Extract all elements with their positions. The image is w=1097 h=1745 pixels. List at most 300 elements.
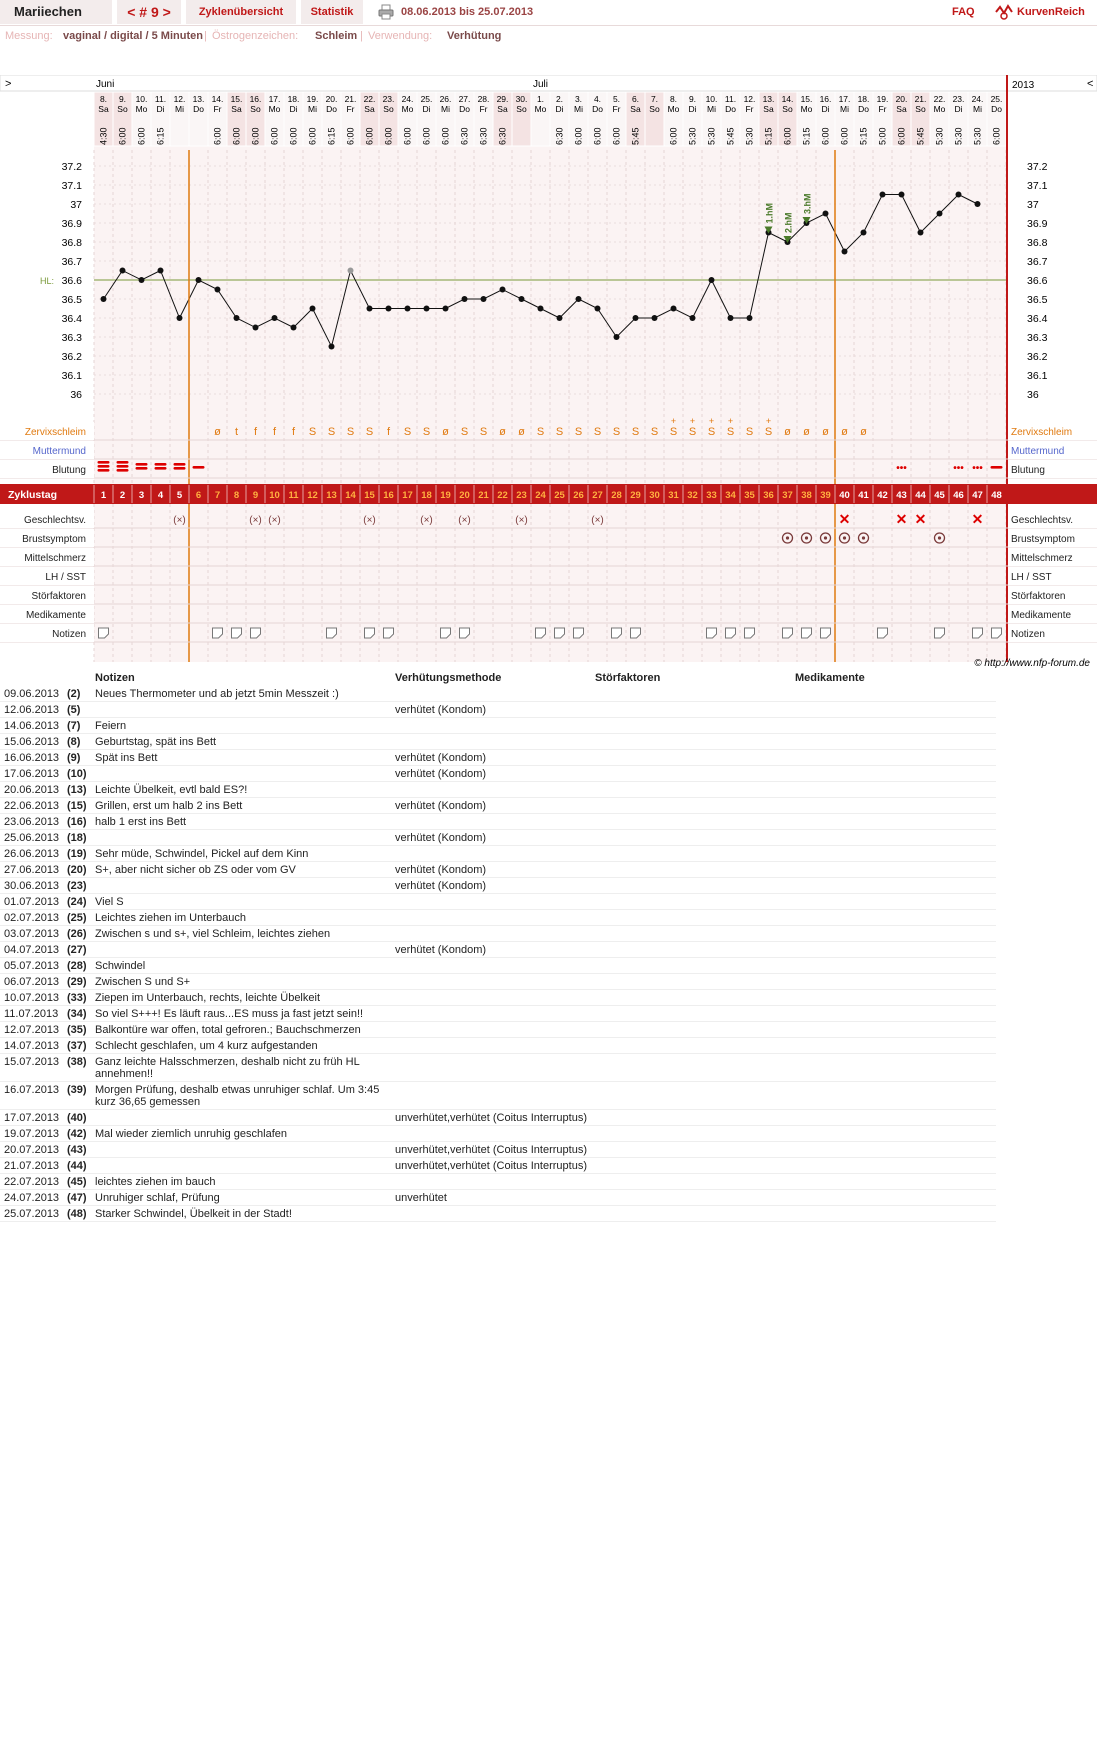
temperature-point bbox=[576, 296, 582, 302]
temperature-point bbox=[690, 315, 696, 321]
measure-time: 5:45 bbox=[915, 127, 926, 145]
table-row bbox=[0, 782, 996, 798]
temperature-point bbox=[671, 306, 677, 312]
row-disturbance bbox=[595, 1054, 795, 1082]
day-date: 3. bbox=[574, 94, 583, 104]
day-date: 12. bbox=[743, 94, 756, 104]
row-medication bbox=[795, 1054, 996, 1082]
temperature-point bbox=[234, 315, 240, 321]
row-date: 02.07.2013 bbox=[0, 910, 62, 926]
row-disturbance bbox=[595, 878, 795, 894]
row-label: Zyklustag bbox=[8, 489, 58, 501]
day-date: 22. bbox=[933, 94, 946, 104]
row-label-right: Medikamente bbox=[1011, 610, 1072, 621]
row-date: 16.06.2013 bbox=[0, 750, 62, 766]
day-weekday: Do bbox=[725, 104, 736, 114]
table-row bbox=[0, 830, 996, 846]
measure-time: 4:30 bbox=[98, 127, 109, 145]
measure-time: 6:00 bbox=[231, 127, 242, 145]
row-date: 12.06.2013 bbox=[0, 702, 62, 718]
y-tick-right: 36.4 bbox=[1027, 313, 1048, 325]
measure-time: 6:30 bbox=[554, 127, 565, 145]
row-medication bbox=[795, 702, 996, 718]
cycle-day: 11 bbox=[288, 490, 299, 501]
bleeding-light bbox=[193, 466, 205, 469]
table-row bbox=[0, 750, 996, 766]
table-row bbox=[0, 958, 996, 974]
row-date: 15.07.2013 bbox=[0, 1054, 62, 1082]
row-label: Brustsymptom bbox=[22, 534, 86, 545]
day-date: 10. bbox=[705, 94, 718, 104]
measure-time: 6:00 bbox=[782, 127, 793, 145]
measure-time: 5:15 bbox=[763, 127, 774, 145]
temperature-point bbox=[918, 230, 924, 236]
cycle-day: 13 bbox=[326, 490, 337, 501]
temperature-point bbox=[899, 192, 905, 198]
row-medication bbox=[795, 830, 996, 846]
row-note: Schlecht geschlafen, um 4 kurz aufgestanden bbox=[95, 1038, 395, 1054]
row-method: verhütet (Kondom) bbox=[395, 766, 595, 782]
row-method bbox=[395, 910, 595, 926]
row-method: verhütet (Kondom) bbox=[395, 830, 595, 846]
cycle-day: 9 bbox=[252, 490, 259, 501]
row-note: Geburtstag, spät ins Bett bbox=[95, 734, 395, 750]
header-medication: Medikamente bbox=[795, 672, 865, 684]
row-method: verhütet (Kondom) bbox=[395, 702, 595, 718]
measurement-label: Messung: bbox=[5, 30, 53, 42]
cycle-day: 37 bbox=[782, 490, 793, 501]
row-date: 22.07.2013 bbox=[0, 1174, 62, 1190]
y-tick-left: 36.1 bbox=[61, 370, 82, 382]
row-method bbox=[395, 1126, 595, 1142]
bleeding-spotting: ••• bbox=[896, 463, 907, 474]
row-disturbance bbox=[595, 846, 795, 862]
row-label: Medikamente bbox=[25, 610, 86, 621]
day-weekday: So bbox=[915, 104, 926, 114]
temperature-point bbox=[937, 211, 943, 217]
settings-bar bbox=[0, 28, 1097, 44]
cycle-day: 45 bbox=[934, 490, 945, 501]
row-note: Mal wieder ziemlich unruhig geschlafen bbox=[95, 1126, 395, 1142]
row-date: 30.06.2013 bbox=[0, 878, 62, 894]
row-note bbox=[95, 878, 395, 894]
row-cycle-day: (42) bbox=[62, 1126, 95, 1142]
year-label: 2013 bbox=[1012, 80, 1035, 91]
measure-time: 6:00 bbox=[383, 127, 394, 145]
bleeding-heavy bbox=[174, 463, 186, 466]
row-disturbance bbox=[595, 1174, 795, 1190]
row-medication bbox=[795, 1110, 996, 1126]
row-method bbox=[395, 1054, 595, 1082]
day-weekday: Fr bbox=[479, 104, 488, 114]
row-note: Morgen Prüfung, deshalb etwas unruhiger schlaf. Um 3:45 kurz 36,65 gemessen bbox=[95, 1082, 395, 1110]
day-date: 9. bbox=[118, 94, 127, 104]
y-tick-right: 36.9 bbox=[1027, 218, 1048, 230]
measure-time: 6:30 bbox=[459, 127, 470, 145]
day-date: 25. bbox=[990, 94, 1003, 104]
mucus-mark: ø bbox=[442, 426, 449, 438]
mucus-mark: S bbox=[555, 426, 564, 438]
printer-icon[interactable] bbox=[378, 4, 394, 20]
temperature-point bbox=[443, 306, 449, 312]
measure-time: 6:30 bbox=[497, 127, 508, 145]
cycle-day: 43 bbox=[896, 490, 907, 501]
row-date: 06.07.2013 bbox=[0, 974, 62, 990]
day-date: 22. bbox=[363, 94, 376, 104]
row-disturbance bbox=[595, 1110, 795, 1126]
cycle-day: 1 bbox=[100, 490, 107, 501]
cycle-day: 18 bbox=[421, 490, 432, 501]
day-date: 20. bbox=[895, 94, 908, 104]
measure-time: 6:00 bbox=[250, 127, 261, 145]
y-tick-left: 37 bbox=[70, 199, 82, 211]
mucus-mark: S bbox=[403, 426, 412, 438]
row-label: Mittelschmerz bbox=[24, 553, 86, 564]
row-note bbox=[95, 702, 395, 718]
row-date: 20.07.2013 bbox=[0, 1142, 62, 1158]
table-row bbox=[0, 1206, 996, 1222]
cycle-day: 32 bbox=[687, 490, 698, 501]
intercourse-unprotected: ✕ bbox=[895, 511, 908, 527]
intercourse-protected: (×) bbox=[591, 515, 604, 526]
mucus-mark: S bbox=[536, 426, 545, 438]
day-weekday: Mi bbox=[308, 104, 317, 114]
cycle-day: 40 bbox=[839, 490, 850, 501]
cycle-day: 20 bbox=[459, 490, 470, 501]
y-tick-right: 37.2 bbox=[1027, 161, 1048, 173]
row-method bbox=[395, 782, 595, 798]
row-note: Zwischen S und S+ bbox=[95, 974, 395, 990]
row-medication bbox=[795, 1022, 996, 1038]
row-cycle-day: (44) bbox=[62, 1158, 95, 1174]
row-cycle-day: (19) bbox=[62, 846, 95, 862]
row-method: unverhütet bbox=[395, 1190, 595, 1206]
temperature-point bbox=[348, 268, 354, 274]
temperature-point bbox=[424, 306, 430, 312]
y-tick-right: 36.7 bbox=[1027, 256, 1048, 268]
cycle-day: 29 bbox=[630, 490, 641, 501]
tab-statistics[interactable]: Statistik bbox=[301, 0, 363, 24]
row-method bbox=[395, 974, 595, 990]
estrogen-value: Schleim bbox=[315, 30, 358, 42]
y-tick-left: 36.9 bbox=[61, 218, 82, 230]
cycle-day: 44 bbox=[915, 490, 926, 501]
day-weekday: Mo bbox=[135, 104, 148, 114]
day-date: 11. bbox=[154, 94, 167, 104]
y-tick-left: 37.2 bbox=[61, 161, 82, 173]
measure-time: 6:15 bbox=[155, 127, 166, 145]
row-cycle-day: (29) bbox=[62, 974, 95, 990]
y-tick-right: 36.1 bbox=[1027, 370, 1048, 382]
table-row bbox=[0, 910, 996, 926]
table-row bbox=[0, 990, 996, 1006]
measure-time: 6:00 bbox=[136, 127, 147, 145]
bleeding-heavy bbox=[117, 469, 129, 472]
row-method bbox=[395, 814, 595, 830]
row-method bbox=[395, 1038, 595, 1054]
day-weekday: Fr bbox=[213, 104, 222, 114]
row-medication bbox=[795, 766, 996, 782]
temperature-point bbox=[652, 315, 658, 321]
day-date: 10. bbox=[135, 94, 148, 104]
measure-time: 5:15 bbox=[858, 127, 869, 145]
month-july: Juli bbox=[533, 79, 549, 90]
row-disturbance bbox=[595, 734, 795, 750]
mucus-mark: S bbox=[669, 426, 678, 438]
measure-time: 6:00 bbox=[820, 127, 831, 145]
row-medication bbox=[795, 894, 996, 910]
table-row bbox=[0, 1110, 996, 1126]
day-weekday: Di bbox=[821, 104, 830, 114]
cycle-day: 19 bbox=[440, 490, 451, 501]
intercourse-protected: (×) bbox=[249, 515, 262, 526]
row-note: Grillen, erst um halb 2 ins Bett bbox=[95, 798, 395, 814]
temperature-point bbox=[519, 296, 525, 302]
day-weekday: So bbox=[516, 104, 527, 114]
row-date: 10.07.2013 bbox=[0, 990, 62, 1006]
cycle-day: 21 bbox=[478, 490, 489, 501]
row-medication bbox=[795, 798, 996, 814]
row-note: Leichtes ziehen im Unterbauch bbox=[95, 910, 395, 926]
table-row bbox=[0, 1082, 996, 1110]
mucus-mark: ø bbox=[803, 426, 810, 438]
tab-cycle-overview[interactable]: Zyklenübersicht bbox=[186, 0, 296, 24]
breast-symptom-dot bbox=[805, 536, 808, 539]
row-disturbance bbox=[595, 926, 795, 942]
row-date: 27.06.2013 bbox=[0, 862, 62, 878]
mucus-mark: S bbox=[327, 426, 336, 438]
user-name[interactable]: Mariiechen bbox=[0, 0, 112, 24]
row-date: 26.06.2013 bbox=[0, 846, 62, 862]
measure-time: 6:00 bbox=[991, 127, 1002, 145]
row-method: unverhütet,verhütet (Coitus Interruptus) bbox=[395, 1110, 595, 1126]
row-cycle-day: (25) bbox=[62, 910, 95, 926]
row-date: 23.06.2013 bbox=[0, 814, 62, 830]
cycle-day: 4 bbox=[157, 490, 164, 501]
day-weekday: Di bbox=[422, 104, 431, 114]
logo[interactable] bbox=[995, 1, 1085, 23]
row-date: 20.06.2013 bbox=[0, 782, 62, 798]
mucus-mark: f bbox=[291, 426, 296, 438]
measure-time: 5:30 bbox=[706, 127, 717, 145]
row-method bbox=[395, 1174, 595, 1190]
table-row bbox=[0, 814, 996, 830]
day-weekday: Fr bbox=[745, 104, 754, 114]
row-cycle-day: (37) bbox=[62, 1038, 95, 1054]
row-label: Störfaktoren bbox=[31, 591, 86, 602]
row-cycle-day: (13) bbox=[62, 782, 95, 798]
cycle-day: 3 bbox=[138, 490, 145, 501]
mucus-mark: S bbox=[479, 426, 488, 438]
row-medication bbox=[795, 686, 996, 702]
day-date: 14. bbox=[781, 94, 794, 104]
row-note: Zwischen s und s+, viel Schleim, leichtes ziehen bbox=[95, 926, 395, 942]
day-date: 18. bbox=[857, 94, 870, 104]
row-medication bbox=[795, 990, 996, 1006]
day-weekday: So bbox=[782, 104, 793, 114]
day-date: 17. bbox=[268, 94, 281, 104]
bleeding-light bbox=[991, 466, 1003, 469]
row-method bbox=[395, 718, 595, 734]
row-medication bbox=[795, 1006, 996, 1022]
temperature-point bbox=[861, 230, 867, 236]
day-weekday: So bbox=[649, 104, 660, 114]
measure-time: 5:45 bbox=[630, 127, 641, 145]
table-row bbox=[0, 1142, 996, 1158]
y-tick-left: 36.8 bbox=[61, 237, 82, 249]
row-cycle-day: (48) bbox=[62, 1206, 95, 1222]
day-date: 2. bbox=[555, 94, 564, 104]
temperature-point bbox=[538, 306, 544, 312]
row-method bbox=[395, 1206, 595, 1222]
day-weekday: Mo bbox=[268, 104, 281, 114]
mucus-mark: S bbox=[346, 426, 355, 438]
temperature-point bbox=[386, 306, 392, 312]
day-weekday: Do bbox=[326, 104, 337, 114]
cycle-day: 7 bbox=[214, 490, 221, 501]
cycle-day: 41 bbox=[858, 490, 869, 501]
row-note: Ziepen im Unterbauch, rechts, leichte Übelkeit bbox=[95, 990, 395, 1006]
day-weekday: Sa bbox=[630, 104, 641, 114]
row-method: verhütet (Kondom) bbox=[395, 942, 595, 958]
day-weekday: Do bbox=[592, 104, 603, 114]
header-method: Verhütungsmethode bbox=[395, 672, 502, 684]
cycle-day: 15 bbox=[364, 490, 375, 501]
cycle-day: 30 bbox=[649, 490, 660, 501]
intercourse-protected: (×) bbox=[173, 515, 186, 526]
cycle-day: 2 bbox=[119, 490, 126, 501]
temperature-point bbox=[291, 325, 297, 331]
row-medication bbox=[795, 1206, 996, 1222]
measure-time: 6:00 bbox=[364, 127, 375, 145]
row-note: S+, aber nicht sicher ob ZS oder vom GV bbox=[95, 862, 395, 878]
row-note: So viel S+++! Es läuft raus...ES muss ja fast jetzt sein!! bbox=[95, 1006, 395, 1022]
row-label-right: Blutung bbox=[1011, 465, 1045, 476]
row-label: Zervixschleim bbox=[24, 427, 86, 438]
row-cycle-day: (18) bbox=[62, 830, 95, 846]
day-weekday: Mo bbox=[401, 104, 414, 114]
temperature-point bbox=[329, 344, 335, 350]
temperature-point bbox=[633, 315, 639, 321]
bleeding-heavy bbox=[155, 463, 167, 466]
bleeding-heavy bbox=[98, 461, 110, 464]
row-cycle-day: (16) bbox=[62, 814, 95, 830]
temperature-point bbox=[975, 201, 981, 207]
measure-time: 6:00 bbox=[212, 127, 223, 145]
day-weekday: Mi bbox=[441, 104, 450, 114]
row-method bbox=[395, 894, 595, 910]
mucus-mark: S bbox=[593, 426, 602, 438]
temperature-chart bbox=[0, 75, 1097, 668]
measure-time: 5:30 bbox=[972, 127, 983, 145]
cycle-switcher[interactable]: < # 9 > bbox=[117, 0, 181, 24]
row-date: 04.07.2013 bbox=[0, 942, 62, 958]
row-label: Notizen bbox=[52, 629, 86, 640]
day-weekday: Mo bbox=[534, 104, 547, 114]
row-disturbance bbox=[595, 798, 795, 814]
cycle-day: 31 bbox=[668, 490, 679, 501]
day-date: 26. bbox=[439, 94, 452, 104]
row-method bbox=[395, 990, 595, 1006]
intercourse-unprotected: ✕ bbox=[838, 511, 851, 527]
row-method: verhütet (Kondom) bbox=[395, 798, 595, 814]
row-disturbance bbox=[595, 1190, 795, 1206]
table-row bbox=[0, 942, 996, 958]
row-disturbance bbox=[595, 702, 795, 718]
row-disturbance bbox=[595, 894, 795, 910]
row-disturbance bbox=[595, 1206, 795, 1222]
mucus-mark: S bbox=[688, 426, 697, 438]
logo-icon bbox=[995, 4, 1013, 20]
row-label-right: Geschlechtsv. bbox=[1011, 515, 1074, 526]
bleeding-heavy bbox=[155, 467, 167, 470]
mucus-mark: S bbox=[650, 426, 659, 438]
row-medication bbox=[795, 958, 996, 974]
measure-time: 6:30 bbox=[478, 127, 489, 145]
cycle-day: 26 bbox=[573, 490, 584, 501]
row-cycle-day: (10) bbox=[62, 766, 95, 782]
row-method: verhütet (Kondom) bbox=[395, 862, 595, 878]
temperature-point bbox=[709, 277, 715, 283]
row-note: Neues Thermometer und ab jetzt 5min Messzeit :) bbox=[95, 686, 395, 702]
row-label-right: Brustsymptom bbox=[1011, 534, 1075, 545]
day-weekday: Sa bbox=[763, 104, 774, 114]
row-note: Ganz leichte Halsschmerzen, deshalb nicht zu früh HL annehmen!! bbox=[95, 1054, 395, 1082]
cycle-day: 5 bbox=[176, 490, 183, 501]
row-date: 01.07.2013 bbox=[0, 894, 62, 910]
row-method bbox=[395, 734, 595, 750]
day-weekday: Do bbox=[459, 104, 470, 114]
mucus-mark: S bbox=[631, 426, 640, 438]
row-disturbance bbox=[595, 830, 795, 846]
y-tick-right: 36.8 bbox=[1027, 237, 1048, 249]
row-cycle-day: (20) bbox=[62, 862, 95, 878]
table-row bbox=[0, 1126, 996, 1142]
temperature-point bbox=[215, 287, 221, 293]
day-weekday: So bbox=[117, 104, 128, 114]
cycle-day: 47 bbox=[972, 490, 983, 501]
row-method bbox=[395, 846, 595, 862]
day-weekday: Mo bbox=[667, 104, 680, 114]
row-date: 12.07.2013 bbox=[0, 1022, 62, 1038]
faq-link[interactable]: FAQ bbox=[952, 6, 975, 18]
bleeding-heavy bbox=[117, 461, 129, 464]
row-date: 22.06.2013 bbox=[0, 798, 62, 814]
row-date: 17.07.2013 bbox=[0, 1110, 62, 1126]
table-row bbox=[0, 846, 996, 862]
bleeding-heavy bbox=[136, 463, 148, 466]
measure-time: 6:00 bbox=[592, 127, 603, 145]
mucus-mark: ø bbox=[860, 426, 867, 438]
temperature-point bbox=[823, 211, 829, 217]
day-date: 19. bbox=[876, 94, 889, 104]
row-note: Sehr müde, Schwindel, Pickel auf dem Kinn bbox=[95, 846, 395, 862]
mucus-mark: f bbox=[253, 426, 258, 438]
intercourse-protected: (×) bbox=[458, 515, 471, 526]
row-medication bbox=[795, 782, 996, 798]
row-method bbox=[395, 926, 595, 942]
mucus-mark: ø bbox=[518, 426, 525, 438]
row-medication bbox=[795, 942, 996, 958]
day-weekday: Di bbox=[688, 104, 697, 114]
row-cycle-day: (34) bbox=[62, 1006, 95, 1022]
cycle-day: 46 bbox=[953, 490, 964, 501]
table-row bbox=[0, 1038, 996, 1054]
y-tick-left: 36.6 bbox=[61, 275, 82, 287]
measure-time: 6:00 bbox=[668, 127, 679, 145]
row-date: 14.06.2013 bbox=[0, 718, 62, 734]
row-note bbox=[95, 830, 395, 846]
